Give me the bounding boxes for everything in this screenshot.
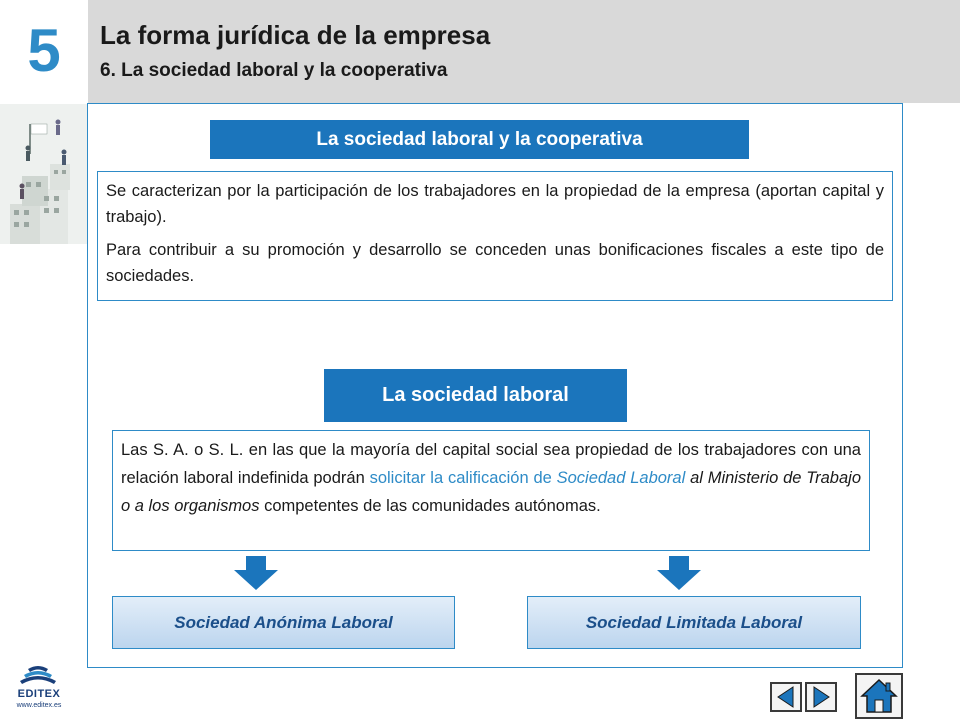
laboral-text-highlight: solicitar la calificación de <box>369 469 557 487</box>
next-slide-button[interactable] <box>805 682 837 712</box>
sociedad-anonima-laboral-button[interactable]: Sociedad Anónima Laboral <box>112 596 455 649</box>
laboral-text-part2: competentes de las comunidades autónomas. <box>259 497 601 515</box>
header-band <box>88 0 960 103</box>
page-title: La forma jurídica de la empresa <box>100 20 491 50</box>
coop-description-box <box>97 171 893 301</box>
down-arrow-icon <box>234 556 278 590</box>
editex-url: www.editex.es <box>16 702 62 709</box>
previous-slide-button[interactable] <box>770 682 802 712</box>
down-arrow-icon <box>657 556 701 590</box>
coop-paragraph-2: Para contribuir a su promoción y desarrollo se conceden unas bonificaciones fiscales a este tipo de sociedades. <box>106 241 884 285</box>
people-blocks-illustration-icon <box>0 104 87 244</box>
section-heading-laboral: La sociedad laboral <box>324 369 627 422</box>
laboral-text-part1: Las S. A. o S. L. en las que la mayoría del capital social sea propiedad de los trabajadores con una relación laboral indefinida podrán <box>121 441 861 487</box>
editex-logo-text: EDITEX <box>17 688 61 700</box>
home-button[interactable] <box>855 673 903 719</box>
home-icon <box>857 675 901 717</box>
laboral-description-box <box>112 430 870 551</box>
page-subtitle: 6. La sociedad laboral y la cooperativa <box>100 60 448 81</box>
section-heading-coop: La sociedad laboral y la cooperativa <box>210 120 749 159</box>
laboral-text-highlight-italic: Sociedad Laboral <box>556 469 686 487</box>
laboral-text-italic: al Ministerio de Trabajo o a los organismos <box>121 469 861 515</box>
coop-paragraph-1: Se caracterizan por la participación de los trabajadores en la propiedad de la empresa (aportan capital y trabajo). <box>106 182 884 226</box>
sociedad-limitada-laboral-button[interactable]: Sociedad Limitada Laboral <box>527 596 861 649</box>
triangle-left-icon <box>772 684 800 710</box>
triangle-right-icon <box>807 684 835 710</box>
decorative-illustration <box>0 104 87 244</box>
chapter-number: 5 <box>27 17 61 84</box>
